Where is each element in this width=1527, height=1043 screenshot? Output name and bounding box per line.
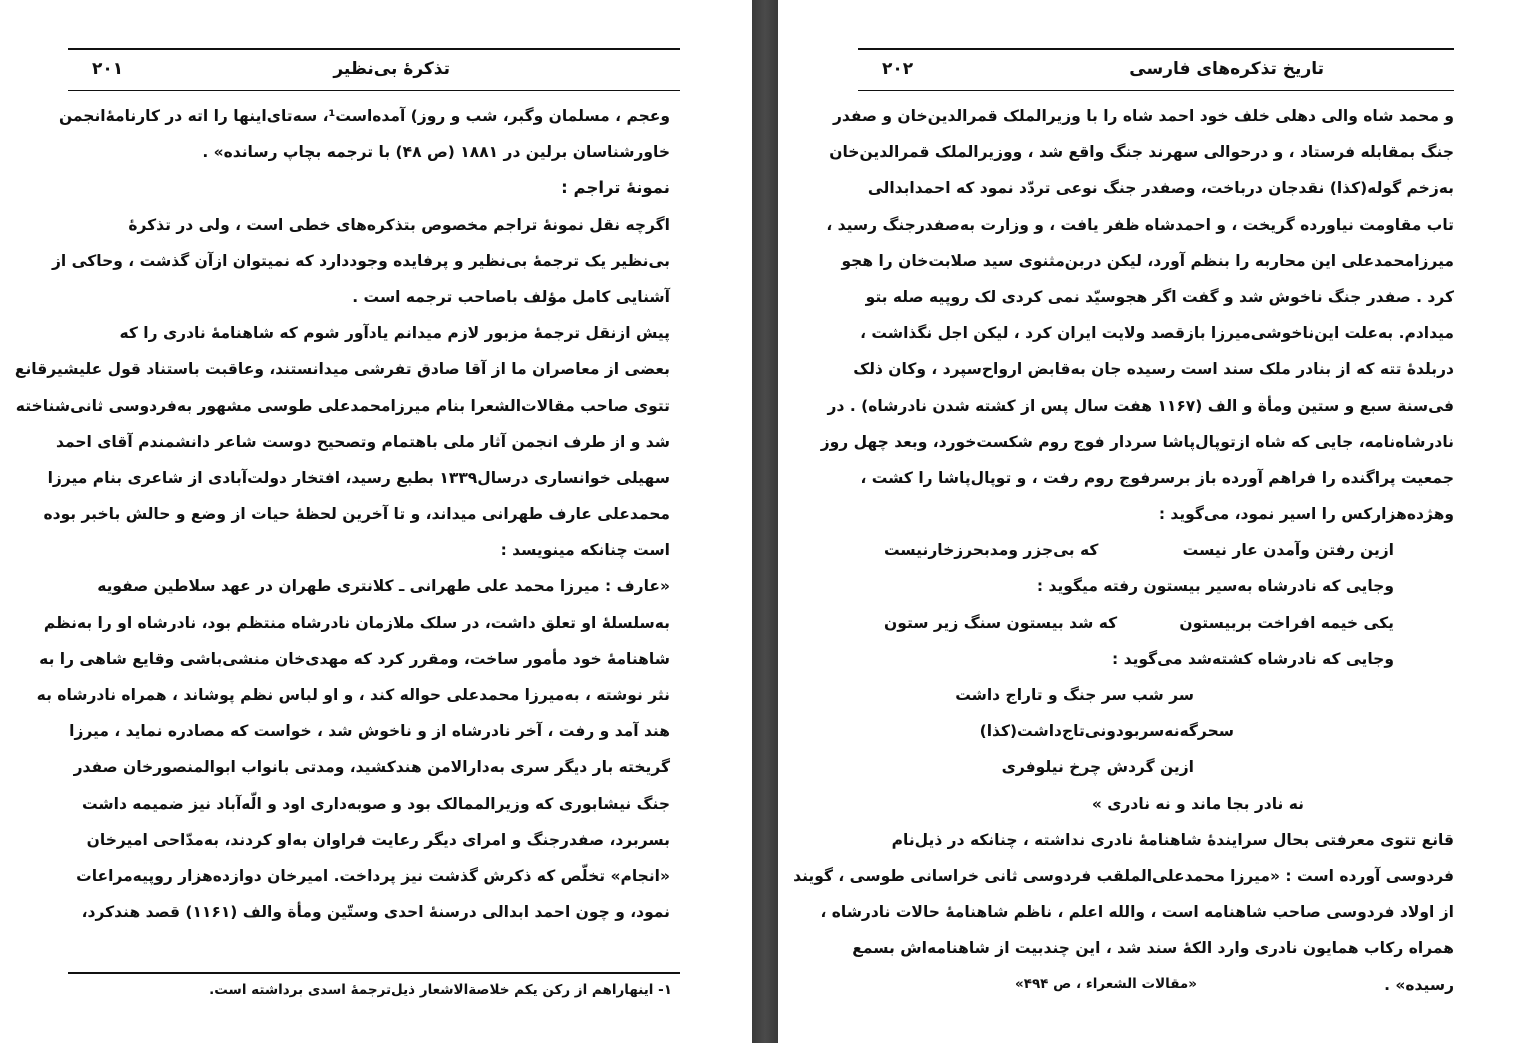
footnote-divider bbox=[68, 972, 680, 974]
left-page-body bbox=[14, 98, 670, 930]
text-line: کرد . صفدر جنگ ناخوش شد و گفت اگر هجوسیّد نمی کردی لک روپیه صله بتو bbox=[865, 287, 1454, 306]
text-line: پیش ازنقل ترجمهٔ مزبور لازم میدانم یادآور شوم که شاهنامهٔ نادری را که bbox=[119, 324, 670, 343]
text-line: جمعیت پراگنده را فراهم آورده باز برسرفوج روم رفت ، و توپال‌پاشا را کشت ، bbox=[860, 468, 1454, 487]
verse-hemistich: که شد بیستون سنگ زیر ستون bbox=[884, 613, 1118, 632]
text-line: جنگ بمقابله فرستاد ، و درحوالی سهرند جنگ واقع شد ، ووزیرالملک قمرالدین‌خان bbox=[829, 143, 1454, 162]
footnote: ۱- اینهاراهم از رکن یکم خلاصة‌الاشعار ذیل‌ترجمهٔ اسدی برداشته است. bbox=[209, 982, 672, 998]
verse-couplet bbox=[864, 532, 1454, 568]
text-line: خاورشناسان برلین در ۱۸۸۱ (ص ۴۸) با ترجمه بچاپ رسانده» . bbox=[202, 143, 670, 162]
text-line: همراه رکاب همایون نادری وارد الکهٔ سند شد ، این چندبیت از شاهنامه‌اش بسمع bbox=[852, 939, 1454, 958]
text-line: «انجام» تخلّص که ذکرش گذشت نیز پرداخت. امیرخان دوازده‌هزار روپیه‌مراعات bbox=[76, 866, 670, 885]
left-page bbox=[0, 0, 752, 1043]
text-line: «عارف : میرزا محمد علی طهرانی ـ کلانتری طهران در عهد سلاطین صفویه bbox=[97, 577, 670, 596]
text-line: وعجم ، مسلمان وگبر، شب و روز) آمده‌است¹، سه‌تای‌اینها را اته در کارنامهٔ‌انجمن bbox=[58, 107, 670, 125]
text-line: بسربرد، صفدرجنگ و امرای دیگر رعایت فراوان به‌او کردند، به‌مدّاحی امیرخان bbox=[86, 830, 670, 849]
section-heading: نمونهٔ تراجم : bbox=[561, 178, 670, 198]
text-line: بی‌نظیر یک ترجمهٔ بی‌نظیر و پرفایده وجوددارد که نمیتوان ازآن گذشت ، وحاکی از bbox=[51, 251, 670, 270]
left-page-header bbox=[68, 48, 680, 91]
page-number: ۲۰۲ bbox=[882, 59, 914, 79]
running-title: تاریخ تذکره‌های فارسی bbox=[1129, 59, 1324, 79]
text-line: قانع تتوی معرفتی بحال سرایندهٔ شاهنامهٔ نادری نداشته ، چنانکه در ذیل‌نام bbox=[891, 830, 1454, 849]
text-line: تاب مقاومت نیاورده گریخت ، و احمدشاه ظفر یافت ، و وزارت به‌صفدرجنگ رسید ، bbox=[826, 215, 1454, 234]
verse-hemistich: که بی‌جزر ومدبحرزخارنیست bbox=[884, 541, 1099, 560]
text-line: رسیده» . bbox=[1384, 975, 1454, 994]
page-number: ۲۰۱ bbox=[92, 59, 124, 79]
text-line: نثر نوشته ، به‌میرزا محمدعلی حواله کند ، و او لباس نظم پوشاند ، همراه نادرشاه به bbox=[36, 686, 670, 704]
text-line: شد و از طرف انجمن آثار ملی باهتمام وتصحیح دوست شاعر دانشمندم آقای احمد bbox=[55, 432, 670, 451]
text-line: است چنانکه مینویسد : bbox=[500, 541, 670, 560]
text-line: دربلدهٔ تته که از بنادر ملک سند است رسیده جان به‌قابض ارواح‌سپرد ، وکان ذلک bbox=[853, 360, 1454, 379]
verse-line: نه نادر بجا ماند و نه نادری » bbox=[1091, 794, 1304, 813]
running-title: تذکرهٔ بی‌نظیر bbox=[333, 59, 450, 79]
verse-hemistich: یکی خیمه افراخت بربیستون bbox=[1179, 613, 1394, 632]
text-line: به‌سلسلهٔ او تعلق داشت، در سلک ملازمان نادرشاه منتظم بود، نادرشاه او را به‌نظم bbox=[43, 613, 670, 632]
right-page-body bbox=[793, 98, 1454, 1003]
text-line: جنگ نیشابوری که وزیرالممالک بود و صوبه‌داری اود و الّه‌آباد نیز ضمیمه داشت bbox=[81, 794, 670, 813]
verse-line: ازین گردش چرخ نیلوفری bbox=[1001, 758, 1194, 777]
text-line: میرزامحمدعلی این محاربه را بنظم آورد، لیکن دربن‌مثنوی سید صلابت‌خان را هجو bbox=[841, 251, 1454, 270]
verse-intro: وجایی که نادرشاه به‌سیر بیستون رفته میگوید : bbox=[1036, 577, 1394, 596]
text-line: محمدعلی عارف طهرانی میداند، و تا آخرین لحظهٔ حیات از وضع و حالش باخبر بوده bbox=[43, 505, 670, 524]
source-citation: «مقالات الشعراء ، ص ۴۹۴» bbox=[1014, 976, 1197, 992]
text-line: هند آمد و رفت ، آخر نادرشاه از و ناخوش شد ، خواست که مصادره نماید ، میرزا bbox=[69, 722, 670, 741]
text-line: بعضی از معاصران ما از آقا صادق تفرشی میدانستند، وعاقبت باستناد قول علیشیرقانع bbox=[14, 360, 670, 379]
verse-line: سر شب سر جنگ و تاراج داشت bbox=[955, 686, 1194, 704]
text-line: و محمد شاه والی دهلی خلف خود احمد شاه را با وزیرالملک قمرالدین‌خان و صفدر bbox=[832, 107, 1454, 125]
text-line: آشنایی کامل مؤلف باصاحب ترجمه است . bbox=[352, 287, 670, 306]
text-line: اگرچه نقل نمونهٔ تراجم مخصوص بتذکره‌های خطی است ، ولی در تذکرهٔ bbox=[128, 215, 670, 234]
text-line: سهیلی خوانساری درسال۱۳۳۹ بطبع رسید، افتخار دولت‌آبادی از شاعری بنام میرزا bbox=[47, 468, 670, 487]
text-line: فردوسی آورده است : «میرزا محمدعلی‌الملقب فردوسی ثانی خراسانی طوسی ، گویند bbox=[793, 866, 1454, 885]
verse-line: سحرگه‌نه‌سربودونی‌تاج‌داشت(کذا) bbox=[979, 722, 1234, 741]
verse-couplet bbox=[864, 605, 1454, 641]
text-line: شاهنامهٔ خود مأمور ساخت، ومقرر کرد که مهدی‌خان منشی‌باشی وقایع شاهی را به bbox=[39, 649, 670, 668]
right-page bbox=[778, 0, 1527, 1043]
verse-hemistich: ازین رفتن وآمدن عار نیست bbox=[1182, 541, 1394, 560]
text-line: از اولاد فردوسی صاحب شاهنامه است ، والله اعلم ، ناظم شاهنامهٔ حالات نادرشاه ، bbox=[820, 903, 1454, 922]
text-line: به‌زخم گوله(کذا) نقدجان درباخت، وصفدر جنگ نوعی تردّد نمود که احمدابدالی bbox=[867, 179, 1454, 198]
text-line: میدادم. به‌علت این‌ناخوشی‌میرزا بازقصد ولایت ایران کرد ، لیکن اجل نگذاشت ، bbox=[860, 324, 1454, 343]
text-line: گریخته بار دیگر سری به‌دارالامن هندکشید، ومدتی بانواب ابوالمنصورخان صفدر bbox=[73, 758, 670, 777]
text-line: نادرشاه‌نامه، جایی که شاه ازتوپال‌پاشا سردار فوج روم شکست‌خورد، وبعد چهل روز bbox=[820, 432, 1454, 451]
text-line: تتوی صاحب مقالات‌الشعرا بنام میرزامحمدعلی طوسی مشهور به‌فردوسی ثانی‌شناخته bbox=[15, 396, 670, 415]
right-page-header bbox=[858, 48, 1454, 91]
verse-intro: وجایی که نادرشاه کشته‌شد می‌گوید : bbox=[1112, 649, 1394, 668]
text-line: نمود، و چون احمد ابدالی درسنهٔ احدی وستّین ومأة والف (۱۱۶۱) قصد هندکرد، bbox=[81, 903, 670, 922]
text-line: فی‌سنة سبع و ستین ومأة و الف (۱۱۶۷ هفت سال پس از کشته شدن نادرشاه) . در bbox=[827, 396, 1454, 415]
book-gutter bbox=[752, 0, 778, 1043]
text-line: وهژده‌هزارکس را اسیر نمود، می‌گوید : bbox=[1158, 505, 1454, 524]
